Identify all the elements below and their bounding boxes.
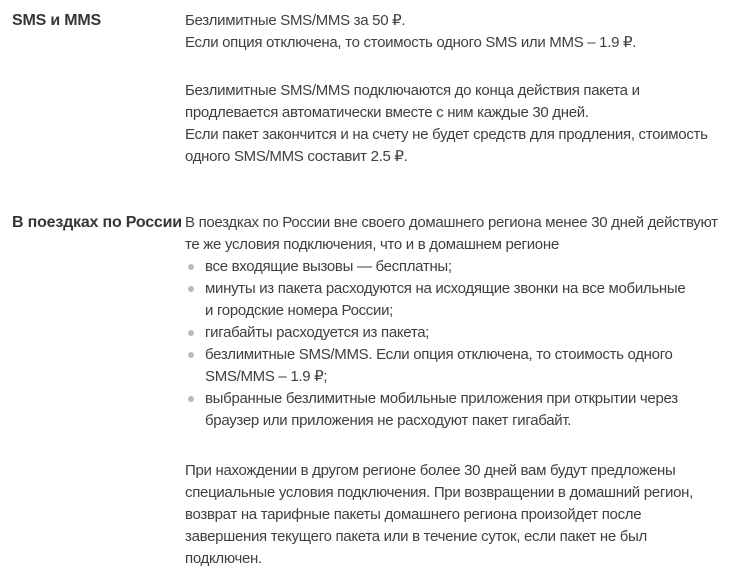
text-line: Безлимитные SMS/MMS за 50 ₽. <box>185 12 406 29</box>
bullet-icon <box>188 286 194 292</box>
list-item-incoming-calls <box>185 256 735 278</box>
text-line: гигабайты расходуется из пакета; <box>205 324 430 341</box>
travel-conditions-list <box>185 256 735 432</box>
text-line: При нахождении в другом регионе более 30 дней вам будут предложены <box>185 462 676 479</box>
text-line: и городские номера России; <box>205 302 394 319</box>
text-line: подключен. <box>185 550 262 567</box>
text-line: браузер или приложения не расходуют пакет гигабайт. <box>205 412 572 429</box>
section-content-sms-mms <box>185 10 735 168</box>
text-line: SMS/MMS – 1.9 ₽; <box>205 368 328 385</box>
paragraph-sms-price <box>185 10 735 54</box>
text-line: те же условия подключения, что и в домашнем регионе <box>185 236 559 253</box>
paragraph-sms-renewal <box>185 80 735 168</box>
list-item-unlimited-sms <box>185 344 735 388</box>
text-line: В поездках по России вне своего домашнего региона менее 30 дней действуют <box>185 214 718 231</box>
bullet-icon <box>188 396 194 402</box>
text-line: продлевается автоматически вместе с ним каждые 30 дней. <box>185 104 589 121</box>
text-line: завершения текущего пакета или в течение суток, если пакет не был <box>185 528 647 545</box>
text-line: Безлимитные SMS/MMS подключаются до конца действия пакета и <box>185 82 640 99</box>
section-content-travel-russia <box>185 212 735 570</box>
section-sms-mms <box>12 10 735 168</box>
text-line: возврат на тарифные пакеты домашнего региона произойдет после <box>185 506 642 523</box>
bullet-icon <box>188 352 194 358</box>
bullet-icon <box>188 330 194 336</box>
text-line: минуты из пакета расходуются на исходящие звонки на все мобильные <box>205 280 686 297</box>
text-line: все входящие вызовы — бесплатны; <box>205 258 452 275</box>
text-line: Если пакет закончится и на счету не будет средств для продления, стоимость <box>185 126 708 143</box>
list-item-gigabytes <box>185 322 735 344</box>
text-line: специальные условия подключения. При возвращении в домашний регион, <box>185 484 693 501</box>
paragraph-other-region <box>185 460 735 570</box>
text-line: безлимитные SMS/MMS. Если опция отключена, то стоимость одного <box>205 346 673 363</box>
bullet-icon <box>188 264 194 270</box>
text-line: одного SMS/MMS составит 2.5 ₽. <box>185 148 408 165</box>
text-line: выбранные безлимитные мобильные приложения при открытии через <box>205 390 678 407</box>
list-item-minutes <box>185 278 735 322</box>
paragraph-travel-intro <box>185 212 735 256</box>
section-label-sms-mms: SMS и MMS <box>12 12 101 29</box>
section-travel-russia <box>12 212 735 570</box>
text-line: Если опция отключена, то стоимость одного SMS или MMS – 1.9 ₽. <box>185 34 637 51</box>
section-label-travel-russia: В поездках по России <box>12 214 182 231</box>
list-item-unlimited-apps <box>185 388 735 432</box>
